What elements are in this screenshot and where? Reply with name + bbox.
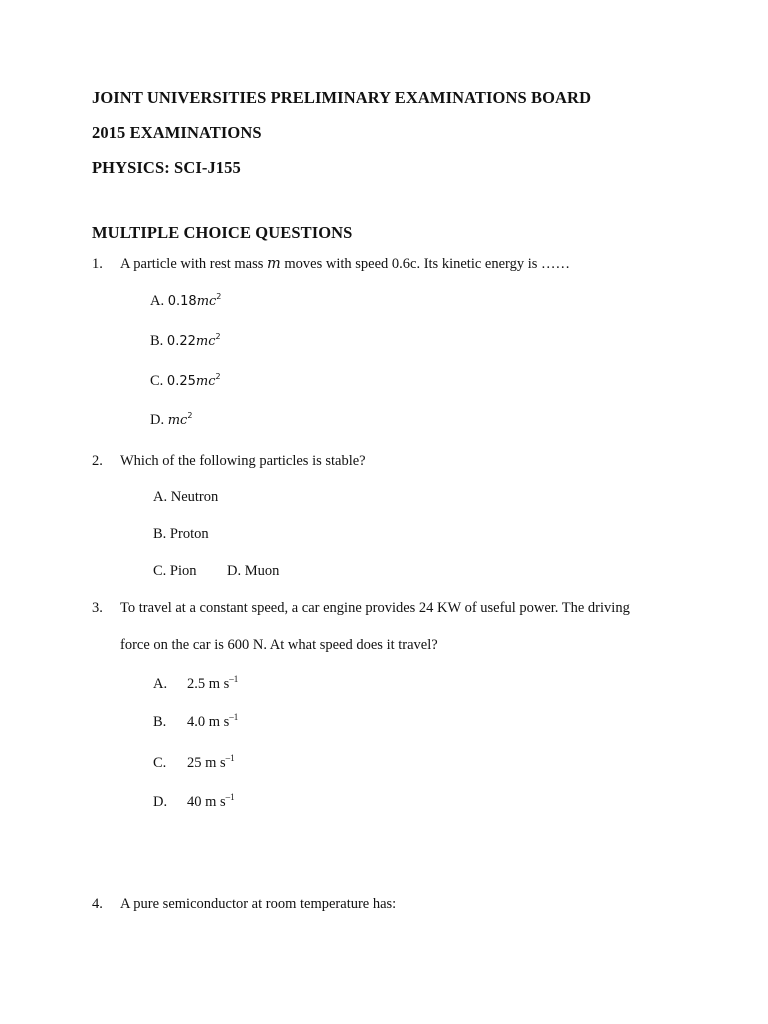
- question-2-text: Which of the following particles is stable?: [120, 453, 366, 469]
- question-2-option-d: D. Muon: [227, 563, 280, 579]
- question-1-text: A particle with rest mass m moves with speed 0.6c. Its kinetic energy is ……: [120, 256, 571, 272]
- question-3-option-a: 2.5 m $s^{-1}$: [187, 674, 239, 692]
- question-2-number: 2.: [92, 453, 103, 469]
- exam-subject: PHYSICS: SCI-J155: [92, 158, 241, 177]
- question-1-mass-symbol: m: [266, 256, 281, 272]
- question-3-option-c-letter: C.: [153, 755, 167, 771]
- question-1-number: 1.: [92, 256, 103, 272]
- question-1-option-b: B. $0.22mc^2$: [150, 332, 221, 349]
- question-2-option-c: C. Pion: [153, 563, 197, 579]
- question-3-option-b-letter: B.: [153, 714, 167, 730]
- question-1-option-d: D. $mc^2$: [150, 411, 193, 428]
- question-1-option-c: C. $0.25mc^2$: [150, 372, 221, 389]
- question-3-option-b: 4.0 m $s^{-1}$: [187, 712, 239, 730]
- question-3-text-line-2: force on the car is 600 N. At what speed does it travel?: [120, 637, 438, 653]
- question-3-number: 3.: [92, 600, 103, 616]
- question-3-text-line-1: To travel at a constant speed, a car engine provides 24 KW of useful power. The driving: [120, 600, 630, 616]
- exam-year: 2015 EXAMINATIONS: [92, 123, 262, 142]
- question-3-option-a-letter: A.: [153, 676, 168, 692]
- question-4-number: 4.: [92, 896, 103, 912]
- question-4-text: A pure semiconductor at room temperature has:: [120, 896, 397, 912]
- question-1-option-a: A. $0.18mc^2$: [150, 292, 222, 309]
- section-title: MULTIPLE CHOICE QUESTIONS: [92, 223, 353, 242]
- exam-board-title: JOINT UNIVERSITIES PRELIMINARY EXAMINATIONS BOARD: [92, 88, 592, 107]
- question-2-option-a: A. Neutron: [153, 489, 219, 505]
- question-2-option-b: B. Proton: [153, 526, 209, 542]
- question-3-option-d: 40 m $s^{-1}$: [187, 792, 235, 810]
- question-3-option-d-letter: D.: [153, 794, 168, 810]
- question-3-option-c: 25 m $s^{-1}$: [187, 753, 235, 771]
